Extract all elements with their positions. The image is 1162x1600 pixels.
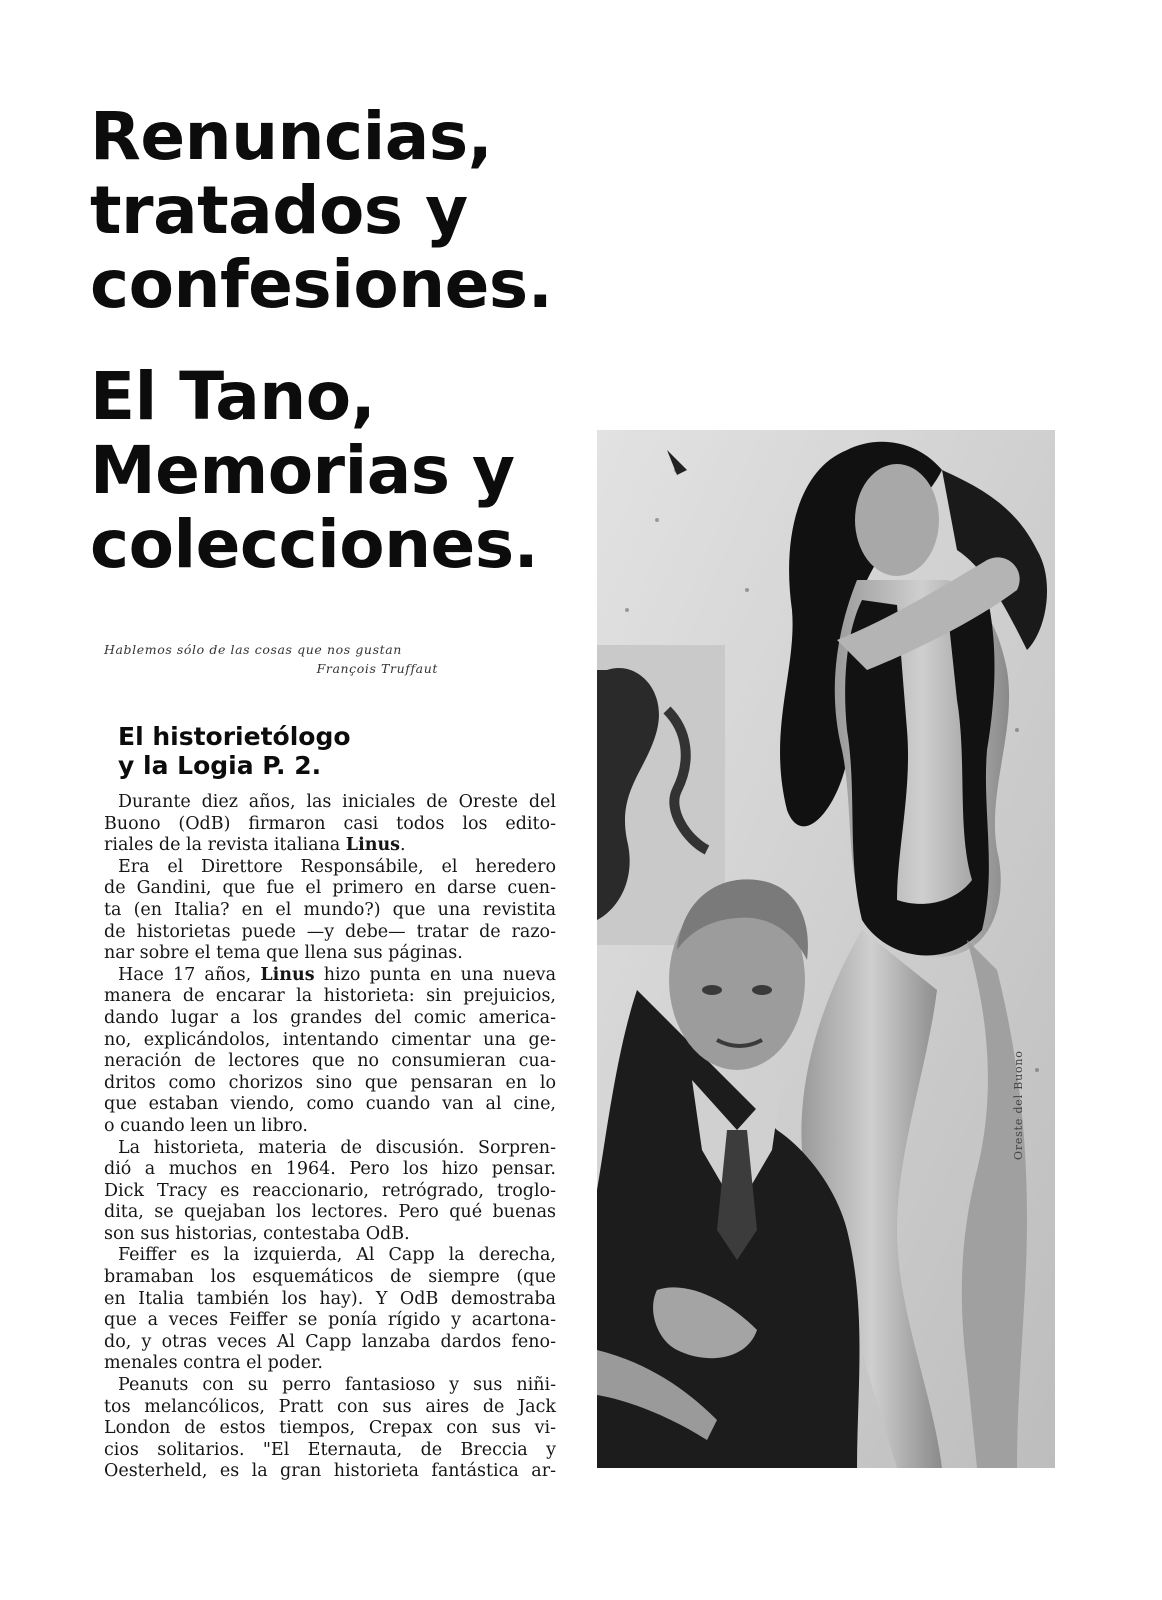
body-line: bramaban los esquemáticos de siempre (que [104,1267,556,1288]
section-heading [118,722,458,780]
body-line-text: hizo punta en una nueva [314,964,556,985]
body-line: do, y otras veces Al Capp lanzaba dardos feno- [104,1331,556,1352]
title-line: confesiones. [90,246,553,323]
body-line: dando lugar a los grandes del comic america- [104,1007,556,1028]
body-line: dritos como chorizos sino que pensaran en lo [104,1072,556,1093]
body-line: cios solitarios. "El Eternauta, de Breccia y [104,1439,556,1460]
body-line: de historietas puede —y debe— tratar de razo- [104,921,556,942]
body-line: Buono (OdB) firmaron casi todos los edito- [104,813,556,834]
body-line: manera de encarar la historieta: sin prejuicios, [104,986,556,1007]
body-line: nar sobre el tema que llena sus páginas. [104,943,463,964]
body-line [104,965,556,987]
body-line: no, explicándolos, intentando cimentar una ge- [104,1029,556,1050]
body-line: que estaban viendo, como cuando van al cine, [104,1094,556,1115]
body-line: o cuando leen un libro. [104,1115,308,1136]
epigraph [104,640,444,678]
article-photo [597,430,1055,1468]
magazine-name: Linus [345,835,401,856]
title-line: Memorias y [90,432,515,509]
body-line-text: Hace 17 años, [118,964,261,985]
section-heading-line: y la Logia P. 2. [118,751,322,780]
body-line: neración de lectores que no consumieran cua- [104,1051,556,1072]
epigraph-author: François Truffaut [316,661,438,676]
body-line: Feiffer es la izquierda, Al Capp la derecha, [118,1245,556,1266]
epigraph-quote: Hablemos sólo de las cosas que nos gustan [104,642,402,657]
title-line: tratados y [90,172,468,249]
body-line: menales contra el poder. [104,1353,323,1374]
body-line: de Gandini, que fue el primero en darse cuen- [104,878,556,899]
photo-credit: Oreste del Buono [1012,1050,1025,1160]
body-line: son sus historias, contestaba OdB. [104,1223,410,1244]
article-title [90,100,610,582]
article-body [104,792,556,1483]
magazine-name: Linus [260,964,315,985]
body-line: tos melancólicos, Pratt con sus aires de Jack [104,1396,556,1417]
body-line: Oesterheld, es la gran historieta fantástica ar- [104,1461,556,1482]
section-heading-line: El historietólogo [118,722,351,751]
title-line: colecciones. [90,506,539,583]
body-line: La historieta, materia de discusión. Sorpren- [118,1137,556,1158]
body-line: en Italia también los hay). Y OdB demostraba [104,1288,556,1309]
body-line: Peanuts con su perro fantasioso y sus niñi- [118,1375,556,1396]
body-line [104,835,556,857]
body-line: dita, se quejaban los lectores. Pero qué buenas [104,1202,556,1223]
body-line-text: riales de la revista italiana [104,835,346,856]
body-line: London de estos tiempos, Crepax con sus vi- [104,1418,556,1439]
body-line: Durante diez años, las iniciales de Oreste del [118,792,556,812]
title-line: El Tano, [90,358,376,435]
title-line: Renuncias, [90,98,493,175]
body-line: ta (en Italia? en el mundo?) que una revistita [104,899,556,920]
body-line: dió a muchos en 1964. Pero los hizo pensar. [104,1159,556,1180]
body-line: que a veces Feiffer se ponía rígido y acartona- [104,1310,556,1331]
body-line: Era el Direttore Responsábile, el heredero [118,856,556,877]
body-line: Dick Tracy es reaccionario, retrógrado, troglo- [104,1180,556,1201]
body-line-text: . [400,835,406,856]
